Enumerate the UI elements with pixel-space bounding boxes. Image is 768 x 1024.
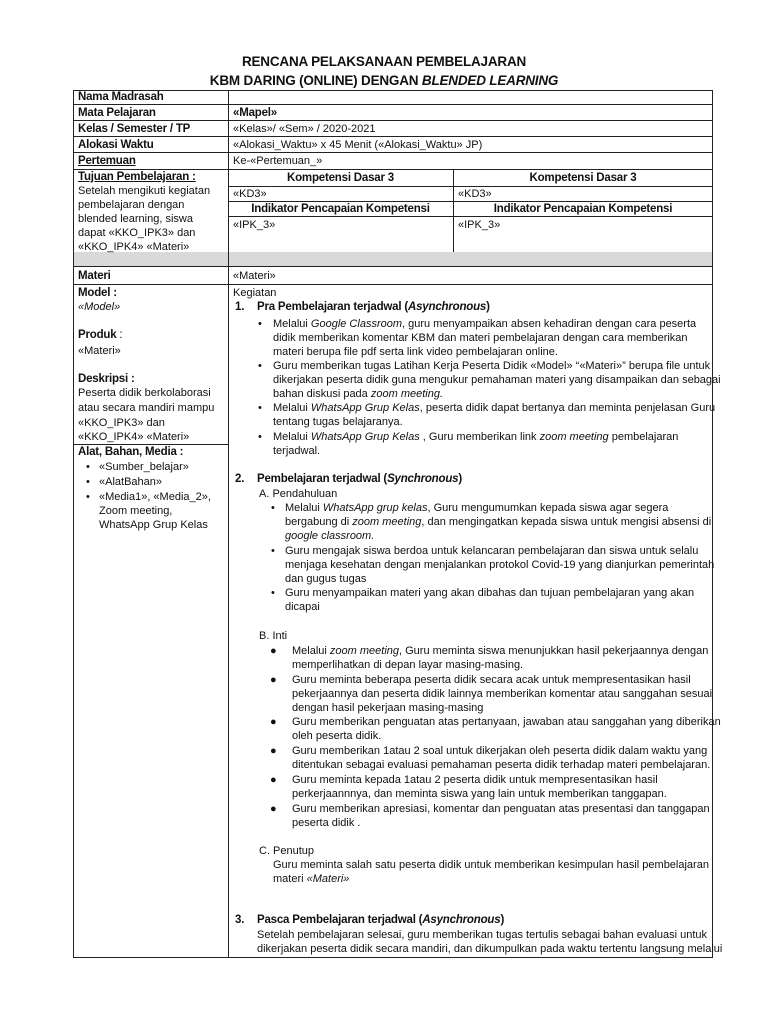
ipk-left-value: «IPK_3»: [233, 219, 276, 231]
paragraph-line: tentang tugas belajaranya.: [273, 416, 403, 428]
row-divider: [228, 216, 713, 217]
kd-left-value: «KD3»: [233, 188, 267, 200]
paragraph-line: memperlihatkan di depan layar masing-masing.: [292, 659, 524, 671]
label-nama-madrasah: Nama Madrasah: [78, 91, 164, 103]
bullet-icon: •: [271, 502, 275, 514]
section-number: 2.: [235, 473, 245, 485]
row-divider: [73, 104, 713, 105]
kd-right-header: Kompetensi Dasar 3: [529, 172, 637, 184]
alat-item: WhatsApp Grup Kelas: [99, 519, 208, 531]
tujuan-line: pembelajaran dengan: [78, 199, 185, 211]
subsection-penutup: C. Penutup: [259, 845, 315, 857]
row-divider: [73, 284, 713, 285]
paragraph-line: didik memberikan komentar KBM dan materi pembelajaran dengan cara memberikan: [273, 332, 688, 344]
bullet-icon: •: [86, 476, 90, 488]
subsection-inti: B. Inti: [259, 630, 288, 642]
bullet-icon: •: [271, 545, 275, 557]
row-divider: [73, 136, 713, 137]
alat-item: «Media1», «Media_2»,: [99, 491, 211, 503]
label-produk: Produk :: [78, 329, 123, 341]
bullet-icon: •: [258, 431, 262, 443]
alat-item: Zoom meeting,: [99, 505, 173, 517]
label-kelas-semester: Kelas / Semester / TP: [78, 123, 191, 135]
value-model: «Model»: [78, 301, 121, 313]
paragraph-line: terjadwal.: [273, 445, 321, 457]
document-title: RENCANA PELAKSANAAN PEMBELAJARAN: [241, 54, 527, 69]
paragraph-line: perkerjaannnya, dan meminta siswa yang lain untuk memberikan tanggapan.: [292, 788, 667, 800]
ipk-right-value: «IPK_3»: [458, 219, 501, 231]
paragraph-line: dengan hasil pekerjaan masing-masing: [292, 702, 484, 714]
tujuan-line: Setelah mengikuti kegiatan: [78, 185, 211, 197]
bullet-icon: ●: [270, 774, 277, 786]
value-materi: «Materi»: [233, 270, 276, 282]
kd-left-header: Kompetensi Dasar 3: [287, 172, 394, 184]
paragraph-line: materi «Materi»: [273, 873, 350, 885]
paragraph-line: google classroom.: [285, 530, 375, 542]
bullet-icon: ●: [270, 716, 277, 728]
column-divider: [228, 90, 229, 958]
bullet-icon: •: [271, 587, 275, 599]
paragraph-line: dicapai: [285, 601, 320, 613]
ipk-left-header: Indikator Pencapaian Kompetensi: [251, 203, 430, 215]
paragraph-line: Guru menyampaikan materi yang akan dibahas dan tujuan pembelajaran yang akan: [285, 587, 695, 599]
section-number: 1.: [235, 301, 245, 313]
label-tujuan-pembelajaran: Tujuan Pembelajaran :: [78, 171, 196, 183]
document-subtitle: KBM DARING (ONLINE) DENGAN BLENDED LEARNING: [209, 73, 559, 88]
paragraph-line: Melalui Google Classroom, guru menyampaikan absen kehadiran dengan cara peserta: [273, 318, 697, 330]
label-pertemuan: Pertemuan: [78, 155, 136, 167]
ipk-right-header: Indikator Pencapaian Kompetensi: [493, 203, 673, 215]
paragraph-line: Melalui zoom meeting, Guru meminta siswa menunjukkan hasil pekerjaannya dengan: [292, 645, 709, 657]
subsection-pendahuluan: A. Pendahuluan: [259, 488, 338, 500]
paragraph-line: Melalui WhatsApp grup kelas, Guru mengumumkan kepada siswa agar segera: [285, 502, 669, 514]
paragraph-line: Guru meminta kepada 1atau 2 peserta didik untuk mempresentasikan hasil: [292, 774, 658, 786]
paragraph-line: Guru memberikan apresiasi, komentar dan penguatan atas presentasi dan tanggapan: [292, 803, 710, 815]
section-title-pra: Pra Pembelajaran terjadwal (Asynchronous): [257, 301, 490, 313]
label-mata-pelajaran: Mata Pelajaran: [78, 107, 156, 119]
deskripsi-line: atau secara mandiri mampu: [78, 402, 215, 414]
paragraph-line: oleh peserta didik.: [292, 730, 382, 742]
paragraph-line: Melalui WhatsApp Grup Kelas, peserta didik dapat bertanya dan meminta penjelasan Guru: [273, 402, 716, 414]
paragraph-line: bahan diskusi pada zoom meeting.: [273, 388, 444, 400]
bullet-icon: •: [86, 461, 90, 473]
paragraph-line: materi berupa file pdf serta link video pembelajaran online.: [273, 346, 558, 358]
bullet-icon: ●: [270, 745, 277, 757]
row-divider: [73, 120, 713, 121]
paragraph-line: Guru memberikan 1atau 2 soal untuk dikerjakan oleh peserta didik dalam waktu yang: [292, 745, 708, 757]
value-kelas-semester: «Kelas»/ «Sem» / 2020-2021: [233, 123, 376, 135]
label-deskripsi: Deskripsi :: [78, 373, 135, 385]
paragraph-line: menjaga kesehatan dengan menjalankan protokol Covid-19 yang dianjurkan pemerintah: [285, 559, 715, 571]
paragraph-line: dikerjakan peserta didik guna mengukur pemahaman materi yang disampaikan dan sebagai: [273, 374, 721, 386]
deskripsi-line: Peserta didik berkolaborasi: [78, 387, 211, 399]
value-produk: «Materi»: [78, 345, 121, 357]
alat-item: «Sumber_belajar»: [99, 461, 189, 473]
bullet-icon: ●: [270, 803, 277, 815]
tujuan-line: blended learning, siswa: [78, 213, 193, 225]
bullet-icon: •: [258, 360, 262, 372]
paragraph-line: Guru meminta beberapa peserta didik secara acak untuk mempresentasikan hasil: [292, 674, 691, 686]
paragraph-line: dan gugus tugas: [285, 573, 367, 585]
label-kegiatan: Kegiatan: [233, 287, 277, 299]
paragraph-line: bergabung di zoom meeting, dan mengingatkan kepada siswa untuk mengisi absensi di: [285, 516, 712, 528]
row-divider: [73, 266, 713, 267]
paragraph-line: pekerjaannya dan peserta didik lainnya memberikan komentar atau sanggahan sesuai: [292, 688, 713, 700]
row-divider: [73, 152, 713, 153]
bullet-icon: •: [86, 491, 90, 503]
deskripsi-line: «KKO_IPK3» dan: [78, 417, 165, 429]
deskripsi-line: «KKO_IPK4» «Materi»: [78, 431, 190, 443]
label-materi: Materi: [78, 270, 111, 282]
label-alokasi-waktu: Alokasi Waktu: [78, 139, 154, 151]
paragraph-line: Guru memberikan tugas Latihan Kerja Peserta Didik «Model» “«Materi»” berupa file untuk: [273, 360, 711, 372]
section-title-synchronous: Pembelajaran terjadwal (Synchronous): [257, 473, 462, 485]
value-mata-pelajaran: «Mapel»: [233, 107, 277, 119]
paragraph-line: Guru mengajak siswa berdoa untuk kelancaran pembelajaran dan siswa untuk selalu: [285, 545, 699, 557]
grey-spacer-row: [74, 252, 712, 266]
bullet-icon: •: [258, 318, 262, 330]
tujuan-line: «KKO_IPK4» «Materi»: [78, 241, 190, 253]
paragraph-line: peserta didik .: [292, 817, 361, 829]
bullet-icon: •: [258, 402, 262, 414]
kd-right-value: «KD3»: [458, 188, 492, 200]
section-title-pasca: Pasca Pembelajaran terjadwal (Asynchronous): [257, 914, 505, 926]
value-pertemuan: Ke-«Pertemuan_»: [233, 155, 323, 167]
paragraph-line: dikerjakan peserta didik secara mandiri, dan dikumpulkan pada waktu tertentu langsung melalui: [257, 943, 723, 955]
paragraph-line: ditentukan sebagai evaluasi pemahaman peserta didik terhadap materi pembelajaran.: [292, 759, 711, 771]
label-model: Model :: [78, 287, 117, 299]
value-alokasi-waktu: «Alokasi_Waktu» x 45 Menit («Alokasi_Waktu» JP): [233, 139, 483, 151]
alat-item: «AlatBahan»: [99, 476, 162, 488]
bullet-icon: ●: [270, 674, 277, 686]
bullet-icon: ●: [270, 645, 277, 657]
label-alat-bahan-media: Alat, Bahan, Media :: [78, 446, 184, 458]
tujuan-line: dapat «KKO_IPK3» dan: [78, 227, 196, 239]
paragraph-line: Setelah pembelajaran selesai, guru memberikan tugas tertulis sebagai bahan evaluasi untuk: [257, 929, 708, 941]
paragraph-line: Guru meminta salah satu peserta didik untuk memberikan kesimpulan hasil pembelajaran: [273, 859, 709, 871]
paragraph-line: Guru memberikan penguatan atas pertanyaan, jawaban atau sanggahan yang diberikan: [292, 716, 721, 728]
section-number: 3.: [235, 914, 245, 926]
paragraph-line: Melalui WhatsApp Grup Kelas , Guru memberikan link zoom meeting pembelajaran: [273, 431, 679, 443]
